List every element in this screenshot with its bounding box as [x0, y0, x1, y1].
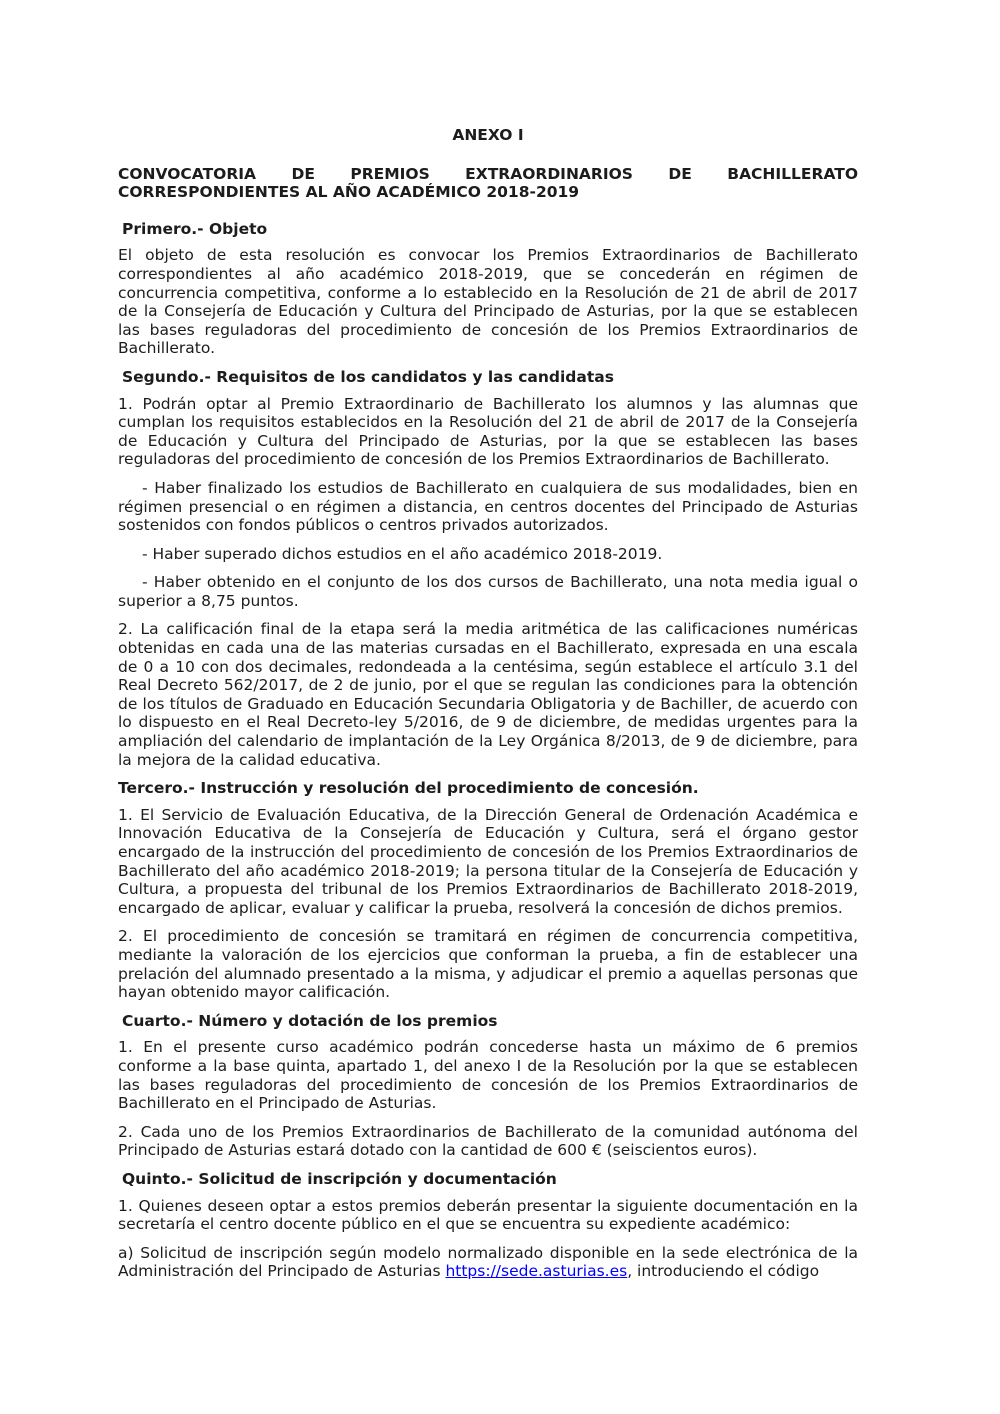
sede-asturias-link[interactable]: https://sede.asturias.es [445, 1262, 628, 1281]
paragraph-segundo-1: 1. Podrán optar al Premio Extraordinario de Bachillerato los alumnos y las alumnas que cumplan los requisitos establecidos en la Resolución del 21 de abril de 2017 de la Consejería de Educación y Cultura del Principado de Asturias, por la que se establecen las bases reguladoras del procedimiento de concesión de los Premios Extraordinarios de Bachillerato. [118, 394, 858, 469]
document-content [118, 126, 858, 1291]
section-heading-primero: Primero.- Objeto [122, 219, 268, 238]
paragraph-quinto-a [118, 1244, 858, 1281]
bullet-item-superado: - Haber superado dichos estudios en el año académico 2018-2019. [142, 544, 663, 563]
bullet-item-nota-media: - Haber obtenido en el conjunto de los dos cursos de Bachillerato, una nota media igual o superior a 8,75 puntos. [118, 573, 858, 610]
section-heading-cuarto: Cuarto.- Número y dotación de los premios [122, 1011, 498, 1030]
section-heading-tercero: Tercero.- Instrucción y resolución del procedimiento de concesión. [118, 779, 699, 798]
paragraph-cuarto-1: 1. En el presente curso académico podrán concederse hasta un máximo de 6 premios conforme a la base quinta, apartado 1, del anexo I de la Resolución por la que se establecen las bases reguladoras del procedimiento de concesión de los Premios Extraordinarios de Bachillerato en el Principado de Asturias. [118, 1038, 858, 1113]
document-title: CONVOCATORIA DE PREMIOS EXTRAORDINARIOS DE BACHILLERATO CORRESPONDIENTES AL AÑO ACADÉMICO 2018-2019 [118, 164, 858, 202]
bullet-item-finalizado: - Haber finalizado los estudios de Bachillerato en cualquiera de sus modalidades, bien en régimen presencial o en régimen a distancia, en centros docentes del Principado de Asturias sostenidos con fondos públicos o centros privados autorizados. [118, 478, 858, 535]
section-heading-quinto: Quinto.- Solicitud de inscripción y documentación [122, 1169, 557, 1188]
link-paragraph-before: a) Solicitud de inscripción según modelo normalizado disponible en la sede electrónica de la Administración del Principado de Asturias [118, 1243, 858, 1281]
paragraph-quinto-1: 1. Quienes deseen optar a estos premios deberán presentar la siguiente documentación en la secretaría el centro docente público en el que se encuentra su expediente académico: [118, 1196, 858, 1234]
paragraph-primero-1: El objeto de esta resolución es convocar los Premios Extraordinarios de Bachillerato correspondientes al año académico 2018-2019, que se concederán en régimen de concurrencia competitiva, conforme a lo establecido en la Resolución de 21 de abril de 2017 de la Consejería de Educación y Cultura del Principado de Asturias, por la que se establecen las bases reguladoras del procedimiento de concesión de los Premios Extraordinarios de Bachillerato. [118, 246, 858, 358]
paragraph-cuarto-2: 2. Cada uno de los Premios Extraordinarios de Bachillerato de la comunidad autónoma del Principado de Asturias estará dotado con la cantidad de 600 € (seiscientos euros). [118, 1122, 858, 1160]
paragraph-tercero-2: 2. El procedimiento de concesión se tramitará en régimen de concurrencia competitiva, mediante la valoración de los ejercicios que conforman la prueba, a fin de establecer una prelación del alumnado presentado a la misma, y adjudicar el premio a aquellas personas que hayan obtenido mayor calificación. [118, 927, 858, 1002]
annex-heading: ANEXO I [452, 126, 524, 144]
paragraph-segundo-2: 2. La calificación final de la etapa será la media aritmética de las calificaciones numéricas obtenidas en cada una de las materias cursadas en el Bachillerato, expresada en una escala de 0 a 10 con dos decimales, redondeada a la centésima, según establece el artículo 3.1 del Real Decreto 562/2017, de 2 de junio, por el que se regulan las condiciones para la obtención de los títulos de Graduado en Educación Secundaria Obligatoria y de Bachiller, de acuerdo con lo dispuesto en el Real Decreto-ley 5/2016, de 9 de diciembre, de medidas urgentes para la ampliación del calendario de implantación de la Ley Orgánica 8/2013, de 9 de diciembre, para la mejora de la calidad educativa. [118, 620, 858, 769]
paragraph-tercero-1: 1. El Servicio de Evaluación Educativa, de la Dirección General de Ordenación Académica e Innovación Educativa de la Consejería de Educación y Cultura, será el órgano gestor encargado de la instrucción del procedimiento de concesión de los Premios Extraordinarios de Bachillerato del año académico 2018-2019; la persona titular de la Consejería de Educación y Cultura, a propuesta del tribunal de los Premios Extraordinarios de Bachillerato 2018-2019, encargado de aplicar, evaluar y calificar la prueba, resolverá la concesión de dichos premios. [118, 805, 858, 917]
section-heading-segundo: Segundo.- Requisitos de los candidatos y las candidatas [122, 367, 614, 386]
link-paragraph-after: , introduciendo el código [627, 1262, 820, 1281]
